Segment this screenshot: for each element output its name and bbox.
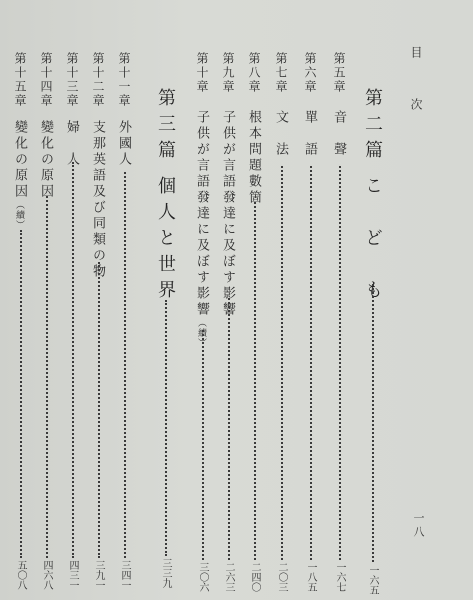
page-ref: 二〇三	[276, 562, 287, 592]
part-title	[156, 88, 174, 306]
part-name: こ ど も	[362, 176, 383, 306]
continued-marker: （續）	[14, 200, 24, 230]
chapter-number: 第五章	[332, 52, 346, 94]
part-label: 第三篇	[155, 88, 176, 166]
page-ref: 三九一	[93, 560, 104, 590]
page-header: 目 次	[409, 46, 423, 124]
leader-dots	[202, 330, 204, 560]
page-ref: 四三一	[67, 560, 78, 590]
page-ref: 二四〇	[249, 562, 260, 592]
leader-dots	[124, 172, 126, 558]
chapter-number: 第十三章	[65, 52, 79, 108]
part-title	[363, 88, 381, 306]
leader-dots	[46, 196, 48, 558]
chapter-title: 文 法	[273, 110, 288, 158]
continued-marker: （續）	[196, 318, 206, 348]
chapter-title: 外國人	[116, 120, 131, 168]
chapter-number: 第十一章	[117, 52, 131, 108]
chapter-title: 子供が言語發達に及ぼす影響	[220, 110, 235, 318]
leader-dots	[228, 298, 230, 560]
leader-dots	[165, 300, 167, 556]
part-label: 第二篇	[362, 88, 383, 166]
chapter-number: 第十二章	[91, 52, 105, 108]
leader-dots	[372, 284, 374, 562]
leader-dots	[310, 166, 312, 560]
chapter-number: 第十章	[195, 52, 209, 94]
chapter-title-text: 子供が言語發達に及ぼす影響	[194, 110, 209, 318]
chapter-title-text: 變化の原因	[12, 120, 27, 200]
leader-dots	[339, 166, 341, 560]
chapter-title: 根本問題數箇	[246, 110, 261, 206]
chapter-title	[13, 120, 26, 230]
chapter-number: 第六章	[303, 52, 317, 94]
page-number: 一八	[412, 512, 425, 540]
page-ref: 三〇六	[197, 562, 208, 592]
chapter-title: 支那英語及び同類の物	[90, 120, 105, 280]
page-ref: 一六五	[367, 565, 378, 595]
page-ref: 一八五	[305, 562, 316, 592]
chapter-title	[195, 110, 208, 348]
leader-dots	[20, 230, 22, 558]
page-ref: 二六三	[223, 562, 234, 592]
leader-dots	[254, 202, 256, 560]
page-ref: 三四一	[119, 560, 130, 590]
chapter-number: 第七章	[274, 52, 288, 94]
leader-dots	[98, 262, 100, 558]
page-ref: 五〇八	[15, 560, 26, 590]
leader-dots	[281, 166, 283, 560]
chapter-title: 單 語	[302, 110, 317, 158]
chapter-number: 第十四章	[39, 52, 53, 108]
chapter-title: 變化の原因	[38, 120, 53, 200]
chapter-number: 第九章	[221, 52, 235, 94]
page-ref: 四六八	[41, 560, 52, 590]
chapter-number: 第八章	[247, 52, 261, 94]
page-ref: 一六七	[334, 562, 345, 592]
chapter-title: 音 聲	[331, 110, 346, 158]
leader-dots	[72, 162, 74, 558]
chapter-title: 婦 人	[64, 120, 79, 168]
page-ref: 三三九	[160, 558, 171, 588]
part-name: 個人と世界	[155, 176, 176, 306]
chapter-number: 第十五章	[13, 52, 27, 108]
